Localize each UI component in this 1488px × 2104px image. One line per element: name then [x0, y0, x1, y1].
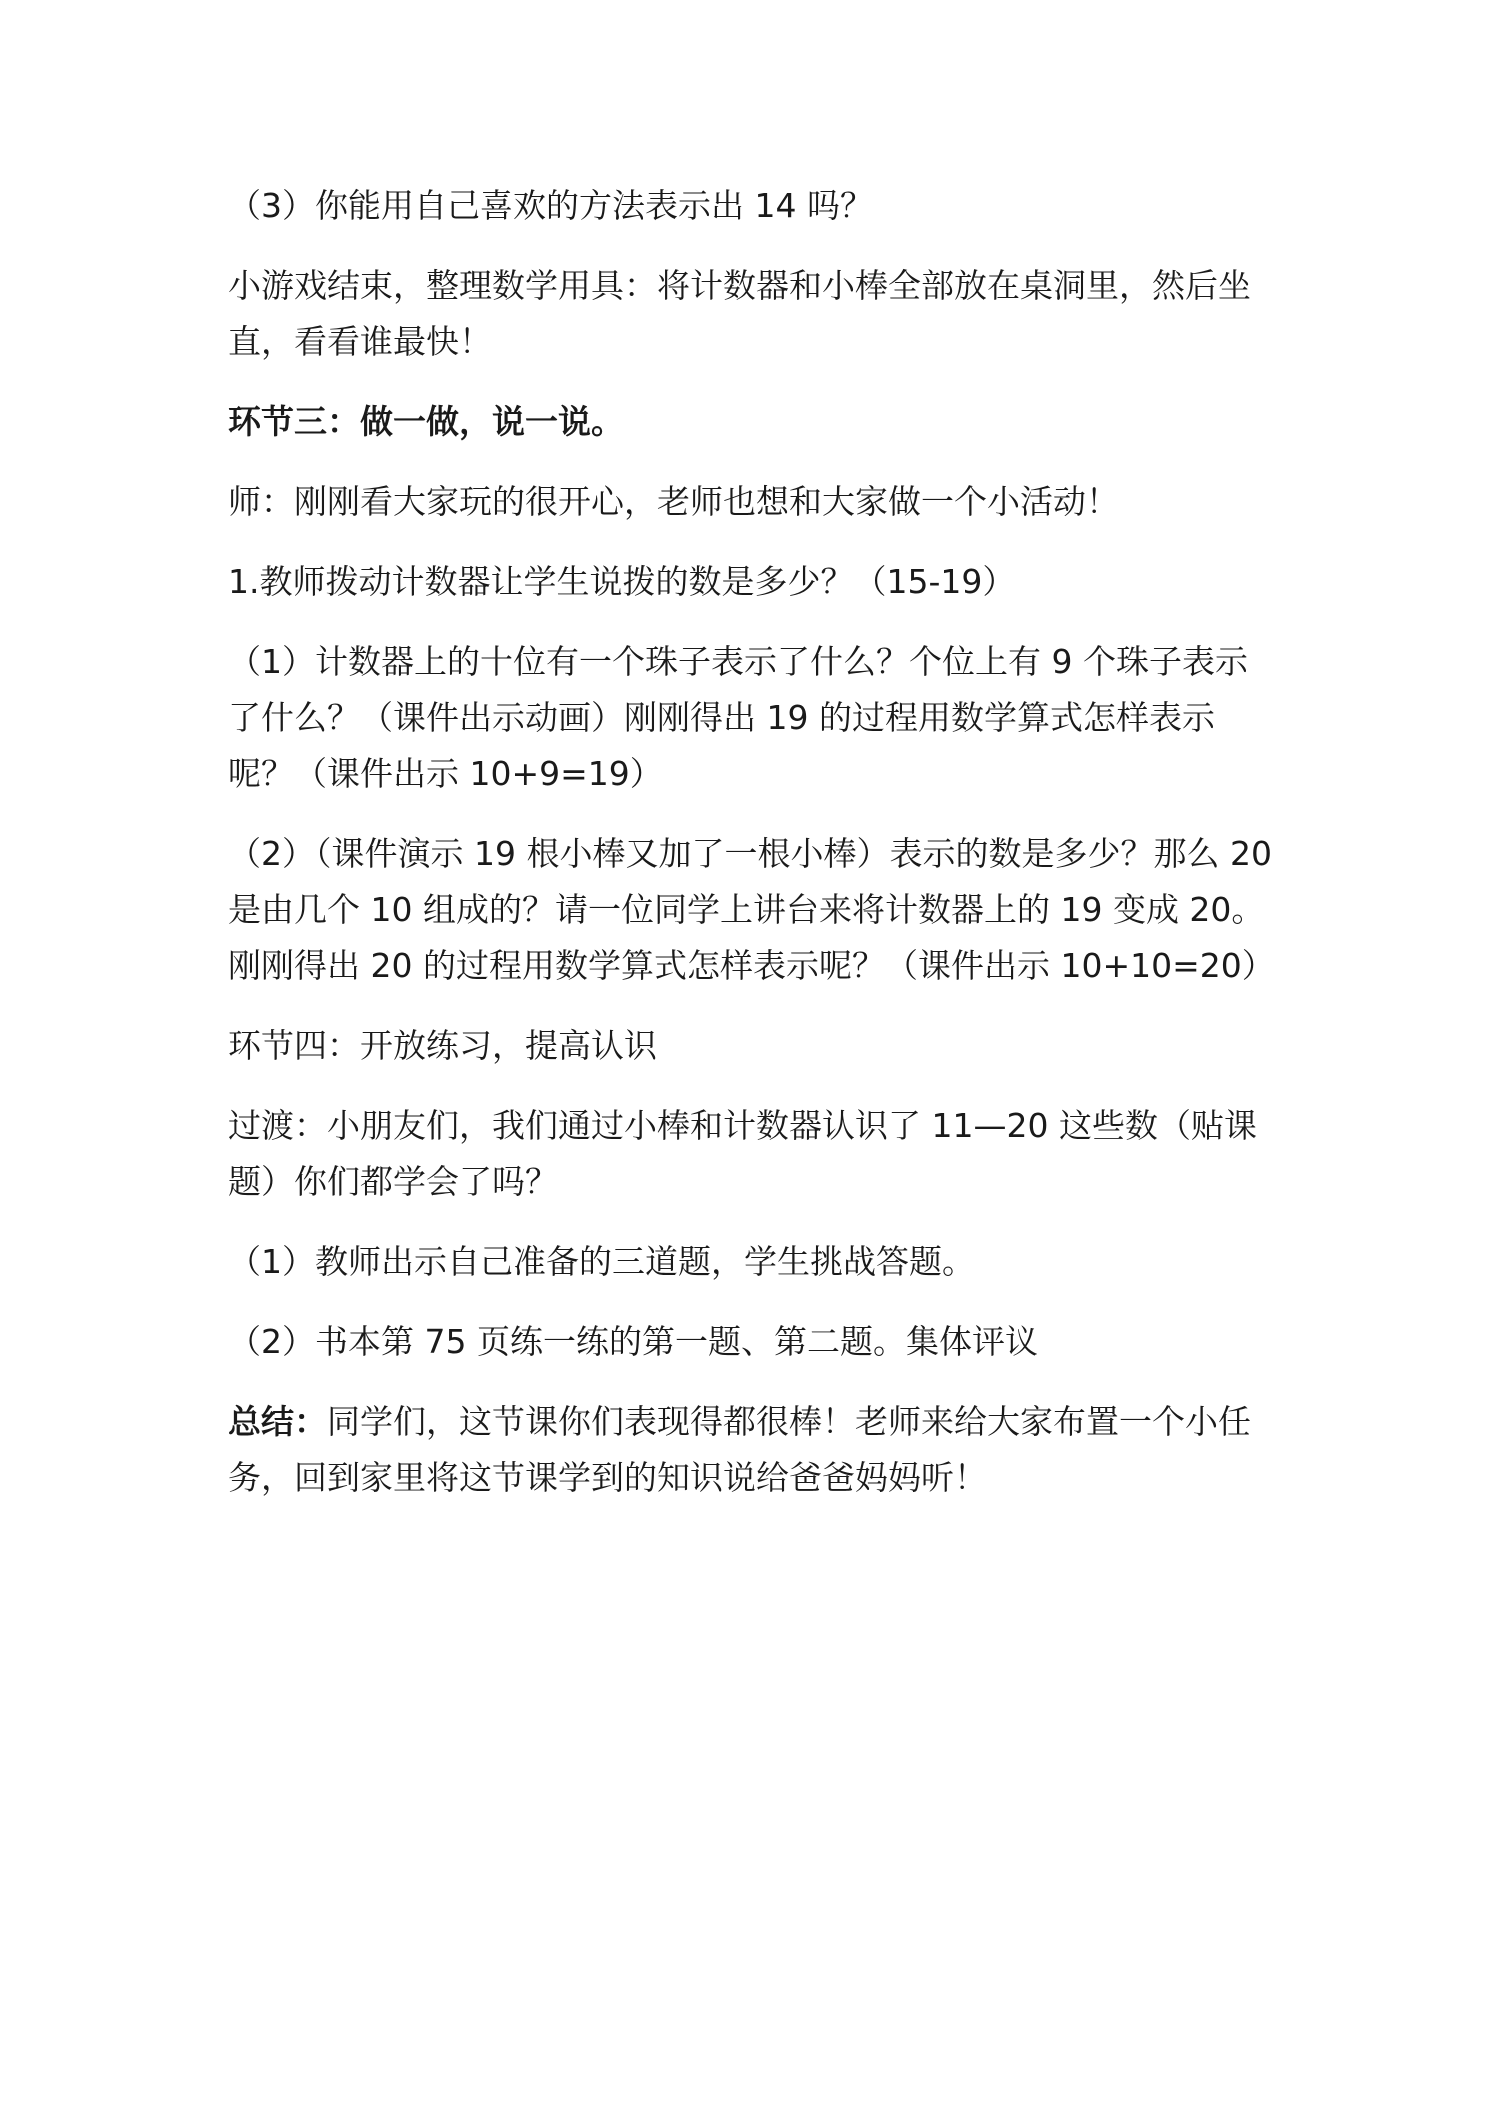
paragraph-transition: 过渡：小朋友们，我们通过小棒和计数器认识了 11—20 这些数（贴课题）你们都学会了吗？ [228, 1106, 1257, 1201]
section-heading-3: 环节三：做一做，说一说。 [228, 402, 624, 441]
paragraph-teacher-intro: 师：刚刚看大家玩的很开心，老师也想和大家做一个小活动！ [228, 482, 1119, 521]
paragraph-step-1: 1.教师拨动计数器让学生说拨的数是多少？（15-19） [228, 562, 1016, 601]
paragraph-practice-2: （2）书本第 75 页练一练的第一题、第二题。集体评议 [228, 1322, 1038, 1361]
section-heading-4: 环节四：开放练习，提高认识 [228, 1026, 657, 1065]
paragraph-practice-1: （1）教师出示自己准备的三道题，学生挑战答题。 [228, 1242, 975, 1281]
paragraph-question-3: （3）你能用自己喜欢的方法表示出 14 吗？ [228, 186, 873, 225]
summary-label: 总结： [228, 1402, 327, 1441]
paragraph-step-1-2: （2）（课件演示 19 根小棒又加了一根小棒）表示的数是多少？那么 20 是由几个 10 组成的？请一位同学上讲台来将计数器上的 19 变成 20。刚刚得出 20 的过程用数学算式怎样表示呢？（课件出示 10+10=20） [228, 834, 1275, 985]
summary-text: 同学们，这节课你们表现得都很棒！老师来给大家布置一个小任务，回到家里将这节课学到的知识说给爸爸妈妈听！ [228, 1402, 1251, 1497]
paragraph-step-1-1: （1）计数器上的十位有一个珠子表示了什么？个位上有 9 个珠子表示了什么？（课件出示动画）刚刚得出 19 的过程用数学算式怎样表示呢？（课件出示 10+9=19） [228, 642, 1248, 793]
paragraph-game-end: 小游戏结束，整理数学用具：将计数器和小棒全部放在桌洞里，然后坐直，看看谁最快！ [228, 266, 1251, 361]
document-body [228, 178, 1278, 1530]
paragraph-summary [228, 1394, 1278, 1506]
